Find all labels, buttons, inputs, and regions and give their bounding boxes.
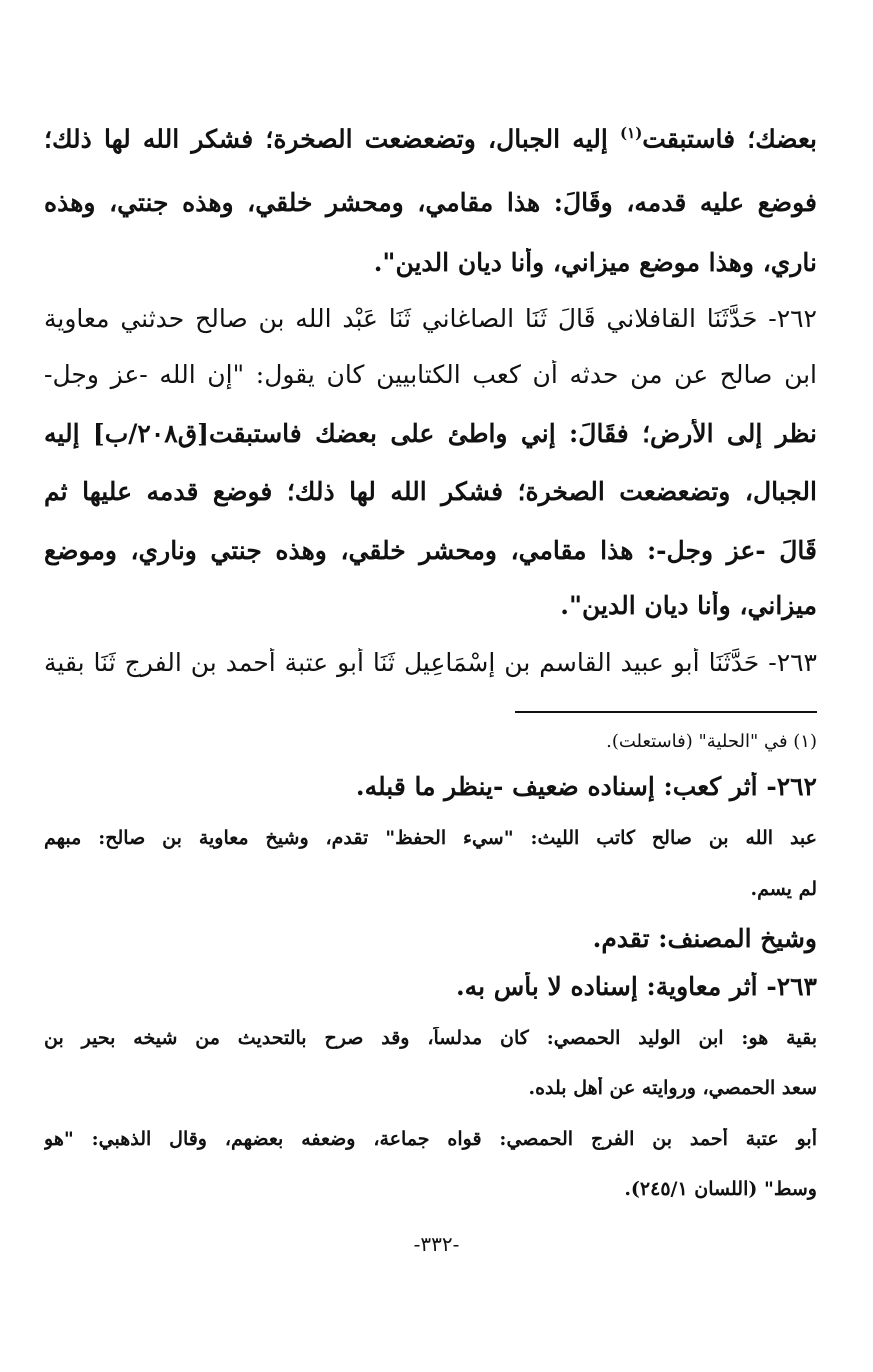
main-line-4: ٢٦٢- حَدَّثَنَا القافلاني قَالَ ثَنَا الصاغاني ثَنَا عَبْد الله بن صالح حدثني معاوية (44, 304, 817, 333)
note-262-line-1: عبد الله بن صالح كاتب الليث: "سيء الحفظ" تقدم، وشيخ معاوية بن صالح: مبهم (44, 827, 817, 849)
footnote-separator (515, 711, 817, 713)
main-line-1-start: بعضك؛ فاستبقت (642, 124, 817, 154)
note-263-line-2: سعد الحمصي، وروايته عن أهل بلده. (528, 1077, 817, 1099)
main-line-9: ميزاني، وأنا ديان الدين". (560, 591, 817, 620)
main-line-10: ٢٦٣- حَدَّثَنَا أَبو عبيد القاسم بن إسْمَاعِيل ثَنَا أَبو عتبة أحمد بن الفرج ثَنَا بقية (44, 648, 817, 677)
note-262-line-2: لم يسم. (750, 878, 817, 900)
main-line-3: ناري، وهذا موضع ميزاني، وأنا ديان الدين". (373, 248, 817, 277)
note-263-line-1: بقية هو: ابن الوليد الحمصي: كان مدلساً، وقد صرح بالتحديث من شيخه بحير بن (44, 1027, 817, 1049)
main-line-8: قَالَ -عز وجل-: هذا مقامي، ومحشر خلقي، وهذه جنتي وناري، وموضع (44, 536, 817, 565)
main-line-2: فوضع عليه قدمه، وقَالَ: هذا مقامي، ومحشر خلقي، وهذه جنتي، وهذه (44, 188, 817, 217)
note-heading-263: ٢٦٣- أثر معاوية: إسناده لا بأس به. (455, 972, 817, 1001)
main-line-7: الجبال، وتضعضعت الصخرة؛ فشكر الله لها ذلك؛ فوضع قدمه عليها ثم (44, 477, 817, 506)
note-263-line-4: وسط" (اللسان ٢٤٥/١). (624, 1178, 817, 1200)
footnote-marker: (١) (620, 124, 643, 142)
note-heading-262: ٢٦٢- أثر كعب: إسناده ضعيف -ينظر ما قبله. (355, 772, 817, 801)
main-line-6: نظر إلى الأرض؛ فقَالَ: إني واطئ على بعضك فاستبقت[ق٢٠٨/ب] إليه (44, 419, 817, 448)
main-line-5: ابن صالح عن من حدثه أن كعب الكتابيين كان يقول: "إن الله -عز وجل- (44, 360, 817, 389)
main-line-1 (44, 124, 817, 154)
page-number: -٣٣٢- (413, 1232, 460, 1256)
note-262-line-3: وشيخ المصنف: تقدم. (592, 924, 817, 953)
note-263-line-3: أبو عتبة أحمد بن الفرج الحمصي: قواه جماعة، وضعفه بعضهم، وقال الذهبي: "هو (44, 1128, 817, 1150)
footnote-text: (١) في "الحلية" (فاستعلت). (606, 731, 817, 752)
main-line-1-end: إليه الجبال، وتضعضعت الصخرة؛ فشكر الله لها ذلك؛ (44, 124, 621, 154)
